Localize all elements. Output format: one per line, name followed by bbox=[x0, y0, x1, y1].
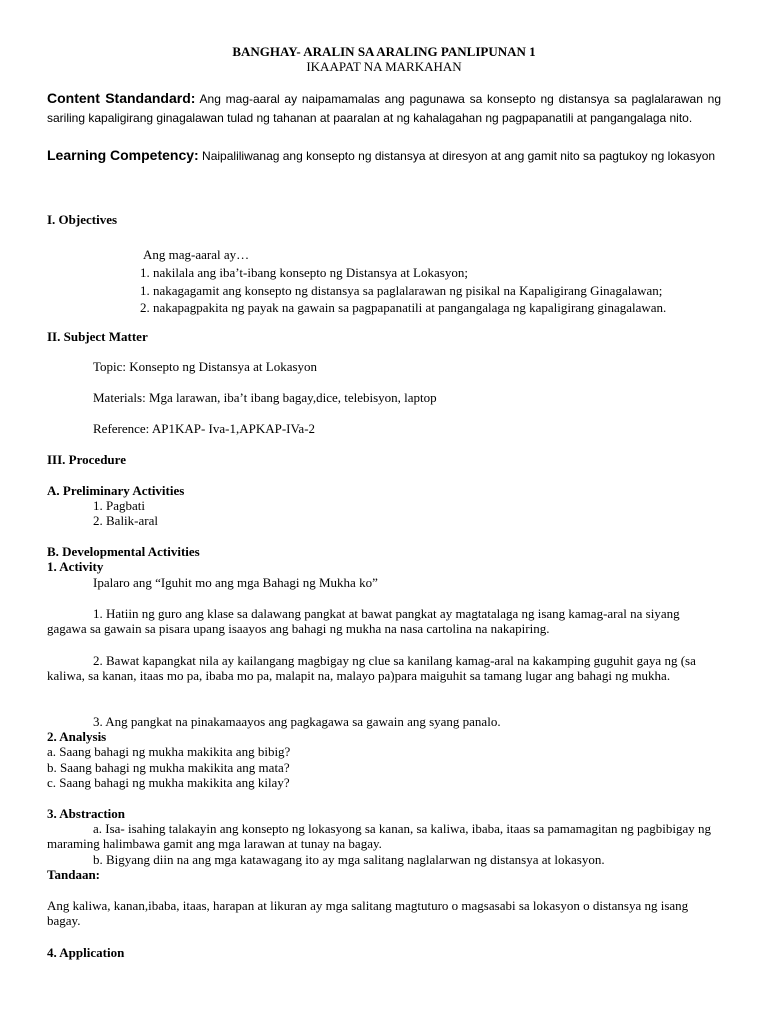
objective-item: 2. nakapagpakita ng payak na gawain sa pagpapanatili at pangangalaga ng kapaligirang ginagalawan. bbox=[140, 300, 667, 315]
content-standard-label: Content Standandard: bbox=[47, 90, 196, 106]
analysis-question: b. Saang bahagi ng mukha makikita ang mata? bbox=[47, 760, 290, 775]
preliminary-heading: A. Preliminary Activities bbox=[47, 483, 185, 498]
activity-step: 1. Hatiin ng guro ang klase sa dalawang pangkat at bawat pangkat ay magtatalaga ng isang kamag-aral na siyang gagawa sa gawain sa pisara upang isaayos ang bahagi ng mukha na nasa cartolina na nakapiring. bbox=[47, 606, 680, 636]
content-standard bbox=[47, 89, 721, 128]
analysis-heading: 2. Analysis bbox=[47, 729, 107, 744]
content-standard-text: Ang mag-aaral ay naipamamalas ang pagunawa sa konsepto ng distansya sa paglalarawan ng sariling kapaligirang ginagalawan tulad ng tahanan at paaralan at ng kahalagahan ng pagpapanatili at pangangalaga nito. bbox=[47, 92, 722, 125]
subject-topic: Topic: Konsepto ng Distansya at Lokasyon bbox=[93, 359, 318, 374]
document-subtitle: IKAAPAT NA MARKAHAN bbox=[306, 59, 462, 74]
learning-competency bbox=[47, 146, 721, 166]
learning-competency-text: Naipaliliwanag ang konsepto ng distansya at diresyon at ang gamit nito sa pagtukoy ng lokasyon bbox=[202, 149, 716, 163]
learning-competency-label: Learning Competency: bbox=[47, 147, 199, 163]
abstraction-item: a. Isa- isahing talakayin ang konsepto ng lokasyong sa kanan, sa kaliwa, ibaba, itaas sa pamamagitan ng pagbibigay ng maraming halimbawa gamit ang mga larawan at tunay na bagay. bbox=[47, 821, 712, 851]
preliminary-item: 1. Pagbati bbox=[93, 498, 145, 513]
activity-step: 3. Ang pangkat na pinakamaayos ang pagkagawa sa gawain ang syang panalo. bbox=[93, 714, 501, 729]
application-heading: 4. Application bbox=[47, 945, 125, 960]
activity-step: 2. Bawat kapangkat nila ay kailangang magbigay ng clue sa kanilang kamag-aral na kakamping guguhit gaya ng (sa kaliwa, sa kanan, itaas mo pa, ibaba mo pa, malapit na, malayo pa)para maiguhit sa tamang lugar ang bahagi ng mukha. bbox=[47, 653, 696, 683]
preliminary-item: 2. Balik-aral bbox=[93, 513, 158, 528]
subject-matter-heading: II. Subject Matter bbox=[47, 329, 148, 344]
objectives-intro: Ang mag-aaral ay… bbox=[143, 247, 250, 262]
analysis-question: c. Saang bahagi ng mukha makikita ang kilay? bbox=[47, 775, 290, 790]
subject-reference: Reference: AP1KAP- Iva-1,APKAP-IVa-2 bbox=[93, 421, 316, 436]
document-title: BANGHAY- ARALIN SA ARALING PANLIPUNAN 1 bbox=[232, 44, 536, 59]
subject-materials: Materials: Mga larawan, iba’t ibang bagay,dice, telebisyon, laptop bbox=[93, 390, 437, 405]
procedure-heading: III. Procedure bbox=[47, 452, 126, 467]
developmental-heading: B. Developmental Activities bbox=[47, 544, 200, 559]
objectives-heading: I. Objectives bbox=[47, 212, 118, 227]
analysis-question: a. Saang bahagi ng mukha makikita ang bibig? bbox=[47, 744, 291, 759]
objective-item: 1. nakilala ang iba’t-ibang konsepto ng Distansya at Lokasyon; bbox=[140, 265, 468, 280]
tandaan-text: Ang kaliwa, kanan,ibaba, itaas, harapan at likuran ay mga salitang magtuturo o magsasabi sa lokasyon o distansya ng isang bagay. bbox=[47, 898, 689, 928]
abstraction-heading: 3. Abstraction bbox=[47, 806, 125, 821]
abstraction-item: b. Bigyang diin na ang mga katawagang ito ay mga salitang naglalarwan ng distansya at lokasyon. bbox=[93, 852, 605, 867]
activity-heading: 1. Activity bbox=[47, 559, 104, 574]
objective-item: 1. nakagagamit ang konsepto ng distansya sa paglalarawan ng pisikal na Kapaligirang Ginagalawan; bbox=[140, 283, 663, 298]
activity-intro: Ipalaro ang “Iguhit mo ang mga Bahagi ng Mukha ko” bbox=[93, 575, 378, 590]
tandaan-label: Tandaan: bbox=[47, 867, 100, 882]
